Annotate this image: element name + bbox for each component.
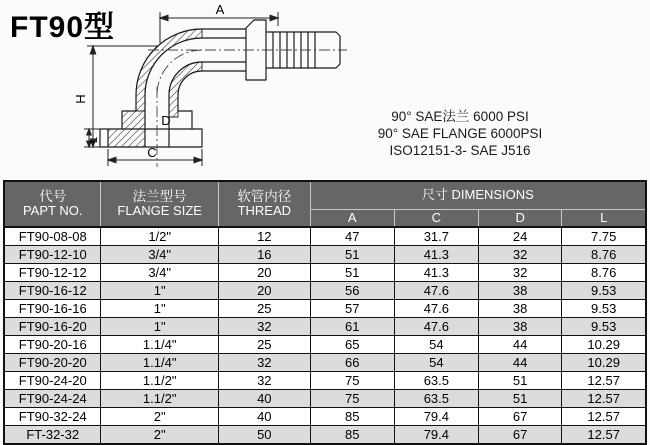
cell-part: FT90-16-12 [4,282,101,300]
cell-d: 51 [478,390,561,408]
cell-thread: 25 [218,300,310,318]
cell-c: 63.5 [394,390,478,408]
cell-l: 9.53 [562,318,646,336]
cell-flange: 1.1/4" [101,336,218,354]
cell-d: 24 [478,227,561,246]
cell-a: 85 [310,408,394,426]
cell-d: 38 [478,318,561,336]
cell-flange: 3/4" [101,246,218,264]
cell-l: 8.76 [562,246,646,264]
cell-a: 75 [310,372,394,390]
spec-line-psi-en: 90° SAE FLANGE 6000PSI [377,126,543,141]
table-row [4,318,646,336]
cell-a: 65 [310,336,394,354]
header-dimensions: 尺寸 DIMENSIONS [310,181,646,210]
cell-a: 51 [310,264,394,282]
table-row [4,282,646,300]
table-row [4,408,646,426]
dim-label-c: C [147,145,157,160]
cell-thread: 40 [218,408,310,426]
cell-d: 38 [478,300,561,318]
header-dim-l: L [562,210,646,228]
cell-d: 38 [478,282,561,300]
table-header [4,181,646,227]
cell-a: 66 [310,354,394,372]
cell-l: 10.29 [562,336,646,354]
header-part-no [4,181,101,227]
cell-c: 79.4 [394,426,478,445]
cell-c: 41.3 [394,264,478,282]
cell-part: FT90-32-24 [4,408,101,426]
cell-part: FT-32-32 [4,426,101,445]
header-dim-d: D [478,210,561,228]
dim-label-h: H [73,94,88,104]
cell-a: 47 [310,227,394,246]
cell-flange: 1.1/4" [101,354,218,372]
cell-part: FT90-24-20 [4,372,101,390]
cell-l: 12.57 [562,408,646,426]
cell-flange: 1" [101,318,218,336]
cell-flange: 1.1/2" [101,372,218,390]
cell-thread: 32 [218,372,310,390]
table-row [4,264,646,282]
cell-flange: 1" [101,282,218,300]
cell-d: 44 [478,336,561,354]
cell-c: 79.4 [394,408,478,426]
cell-c: 54 [394,354,478,372]
cell-thread: 16 [218,246,310,264]
cell-thread: 12 [218,227,310,246]
table-row [4,300,646,318]
cell-a: 61 [310,318,394,336]
cell-a: 51 [310,246,394,264]
cell-flange: 3/4" [101,264,218,282]
table-row [4,227,646,246]
cell-a: 75 [310,390,394,408]
cell-thread: 20 [218,264,310,282]
spec-line-standard: ISO12151-3- SAE J516 [389,143,531,158]
header-part-no-en: PAPT NO. [22,203,83,219]
cell-part: FT90-16-20 [4,318,101,336]
cell-a: 57 [310,300,394,318]
header-thread [218,181,310,227]
cell-flange: 2" [101,408,218,426]
cell-thread: 32 [218,318,310,336]
header-flange-en: FLANGE SIZE [117,203,202,219]
cell-d: 67 [478,408,561,426]
cell-part: FT90-20-20 [4,354,101,372]
cell-flange: 1/2" [101,227,218,246]
header-dim-a: A [310,210,394,228]
cell-c: 41.3 [394,246,478,264]
header-dim-c: C [394,210,478,228]
cell-l: 9.53 [562,300,646,318]
cell-part: FT90-24-24 [4,390,101,408]
cell-l: 12.57 [562,426,646,445]
spec-line-psi-cn: 90° SAE法兰 6000 PSI [391,109,529,124]
cell-l: 9.53 [562,282,646,300]
cell-l: 12.57 [562,372,646,390]
cell-thread: 25 [218,336,310,354]
cell-a: 56 [310,282,394,300]
cell-c: 47.6 [394,300,478,318]
cell-part: FT90-12-10 [4,246,101,264]
cell-c: 31.7 [394,227,478,246]
cell-part: FT90-20-16 [4,336,101,354]
dim-label-l: L [88,136,100,144]
cell-thread: 32 [218,354,310,372]
cell-c: 63.5 [394,372,478,390]
table-row [4,246,646,264]
dim-label-d: D [161,113,171,128]
dimensions-table [3,180,647,445]
cell-flange: 2" [101,426,218,445]
header-thread-en: THREAD [237,203,292,219]
cell-l: 7.75 [562,227,646,246]
table-row [4,426,646,445]
table-row [4,372,646,390]
table-row [4,354,646,372]
spec-text-block [325,108,595,159]
header-part-no-cn: 代号 [39,188,67,204]
cell-d: 32 [478,246,561,264]
cell-thread: 40 [218,390,310,408]
fitting-technical-drawing [50,2,355,178]
cell-c: 54 [394,336,478,354]
cell-c: 47.6 [394,318,478,336]
cell-d: 32 [478,264,561,282]
cell-d: 44 [478,354,561,372]
cell-thread: 50 [218,426,310,445]
cell-thread: 20 [218,282,310,300]
page-title: FT90型 [10,11,116,44]
cell-flange: 1.1/2" [101,390,218,408]
header-flange-cn: 法兰型号 [132,188,187,204]
cell-c: 47.6 [394,282,478,300]
cell-d: 51 [478,372,561,390]
table-body [4,227,646,444]
cell-part: FT90-12-12 [4,264,101,282]
header-thread-cn: 软管内径 [237,188,292,204]
table-row [4,390,646,408]
dim-label-a: A [215,2,225,17]
cell-flange: 1" [101,300,218,318]
cell-a: 85 [310,426,394,445]
cell-part: FT90-16-16 [4,300,101,318]
cell-l: 12.57 [562,390,646,408]
cell-part: FT90-08-08 [4,227,101,246]
cell-l: 10.29 [562,354,646,372]
table-row [4,336,646,354]
cell-d: 67 [478,426,561,445]
header-flange-size [101,181,218,227]
cell-l: 8.76 [562,264,646,282]
